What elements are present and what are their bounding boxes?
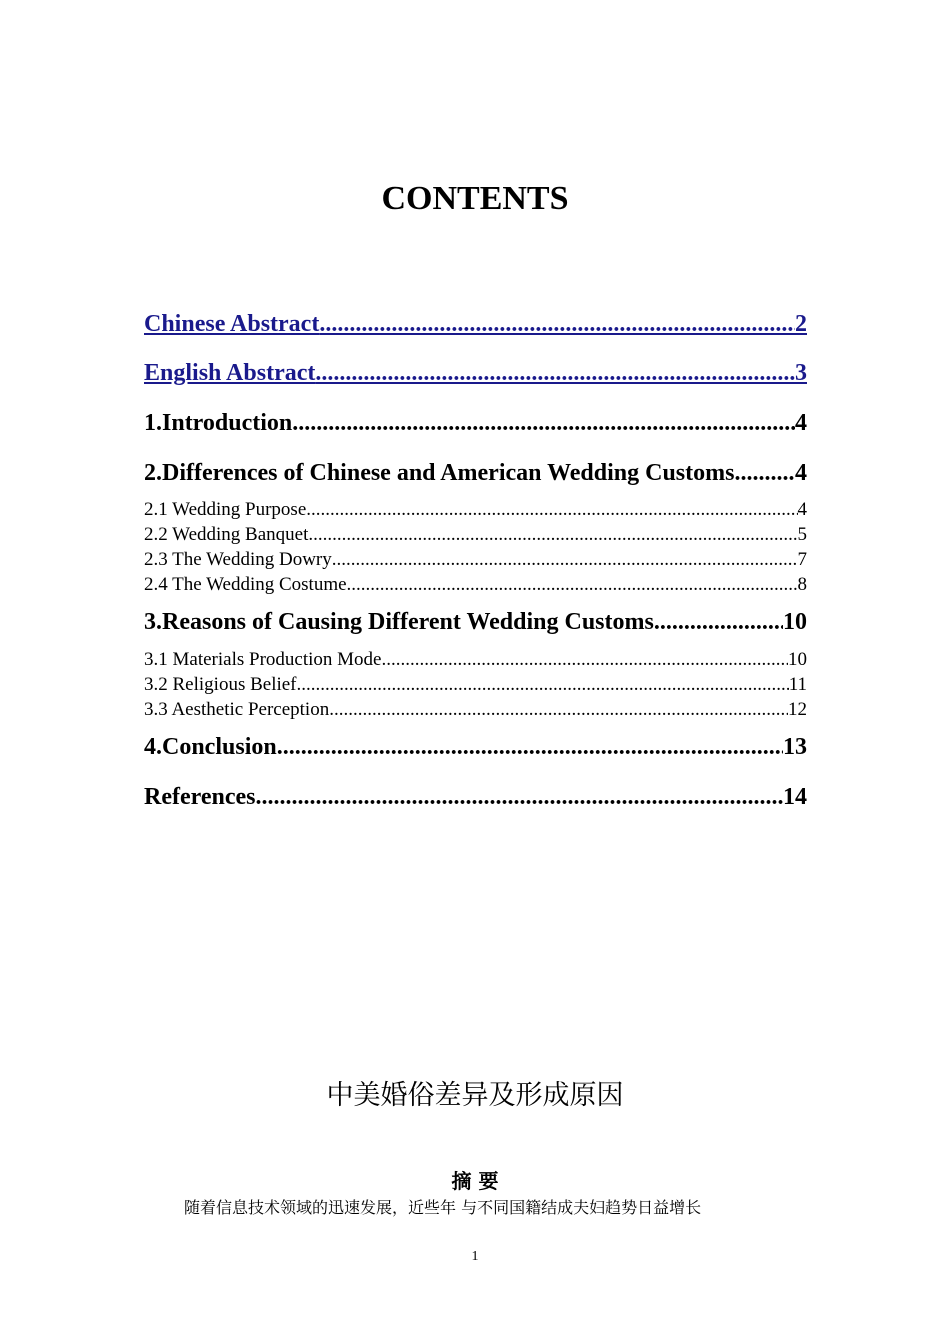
toc-entry-label: 3.1 Materials Production Mode <box>144 649 382 670</box>
toc-entry-introduction[interactable] <box>144 408 807 438</box>
page-number: 1 <box>471 1249 479 1264</box>
toc-leader-dots <box>308 523 797 547</box>
toc-entry-label: English Abstract <box>144 360 316 386</box>
toc-page-number: 3 <box>795 360 807 386</box>
toc-entry-wedding-costume[interactable] <box>144 573 807 597</box>
chinese-abstract-text: 随着信息技术领域的迅速发展，近些年 与不同国籍结成夫妇趋势日益增长 <box>184 1198 702 1217</box>
toc-entry-label: References <box>144 784 256 810</box>
toc-entry-label: 2.4 The Wedding Costume <box>144 574 347 595</box>
toc-entry-label: 4.Conclusion <box>144 734 277 760</box>
toc-entry-religious-belief[interactable] <box>144 673 807 697</box>
toc-entry-materials-production[interactable] <box>144 648 807 672</box>
toc-entry-label: 2.Differences of Chinese and American Wedding Customs <box>144 460 735 486</box>
toc-leader-dots <box>315 358 795 388</box>
toc-entry-wedding-dowry[interactable] <box>144 548 807 572</box>
toc-page-number: 11 <box>788 674 807 695</box>
toc-page-number: 10 <box>783 609 807 635</box>
toc-page-number: 2 <box>795 311 807 337</box>
toc-entry-differences[interactable] <box>144 458 807 488</box>
toc-leader-dots <box>256 782 784 812</box>
toc-leader-dots <box>332 548 798 572</box>
toc-page-number: 12 <box>788 699 807 720</box>
toc-leader-dots <box>654 607 783 637</box>
toc-page-number: 4 <box>795 460 807 486</box>
toc-entry-wedding-banquet[interactable] <box>144 523 807 547</box>
toc-entry-references[interactable] <box>144 782 807 812</box>
toc-page-number: 10 <box>788 649 807 670</box>
toc-leader-dots <box>277 732 783 762</box>
toc-leader-dots <box>306 498 797 522</box>
toc-leader-dots <box>297 673 789 697</box>
toc-leader-dots <box>734 458 795 488</box>
toc-entry-conclusion[interactable] <box>144 732 807 762</box>
toc-leader-dots <box>319 309 795 339</box>
toc-leader-dots <box>347 573 798 597</box>
toc-entry-aesthetic-perception[interactable] <box>144 698 807 722</box>
toc-entry-reasons[interactable] <box>144 607 807 637</box>
toc-entry-wedding-purpose[interactable] <box>144 498 807 522</box>
toc-page-number: 5 <box>797 524 807 545</box>
toc-page-number: 8 <box>797 574 807 595</box>
toc-leader-dots <box>329 698 788 722</box>
toc-page-number: 14 <box>783 784 807 810</box>
toc-page-number: 4 <box>797 499 807 520</box>
toc-entry-label: 3.2 Religious Belief <box>144 674 297 695</box>
toc-entry-label: 1.Introduction <box>144 410 293 436</box>
contents-heading: CONTENTS <box>381 180 569 217</box>
toc-page-number: 7 <box>797 549 807 570</box>
toc-entry-label: 3.3 Aesthetic Perception <box>144 699 330 720</box>
toc-entry-label: 2.3 The Wedding Dowry <box>144 549 332 570</box>
toc-page-number: 13 <box>783 734 807 760</box>
chinese-title: 中美婚俗差异及形成原因 <box>326 1080 624 1111</box>
toc-entry-chinese-abstract[interactable] <box>144 309 807 339</box>
toc-entry-label: 3.Reasons of Causing Different Wedding Customs <box>144 609 654 635</box>
toc-entry-english-abstract[interactable] <box>144 358 807 388</box>
toc-page-number: 4 <box>795 410 807 436</box>
chinese-abstract-heading: 摘 要 <box>451 1169 499 1193</box>
toc-entry-label: 2.1 Wedding Purpose <box>144 499 307 520</box>
toc-leader-dots <box>381 648 788 672</box>
toc-entry-label: Chinese Abstract <box>144 311 320 337</box>
toc-entry-label: 2.2 Wedding Banquet <box>144 524 309 545</box>
toc-leader-dots <box>292 408 795 438</box>
